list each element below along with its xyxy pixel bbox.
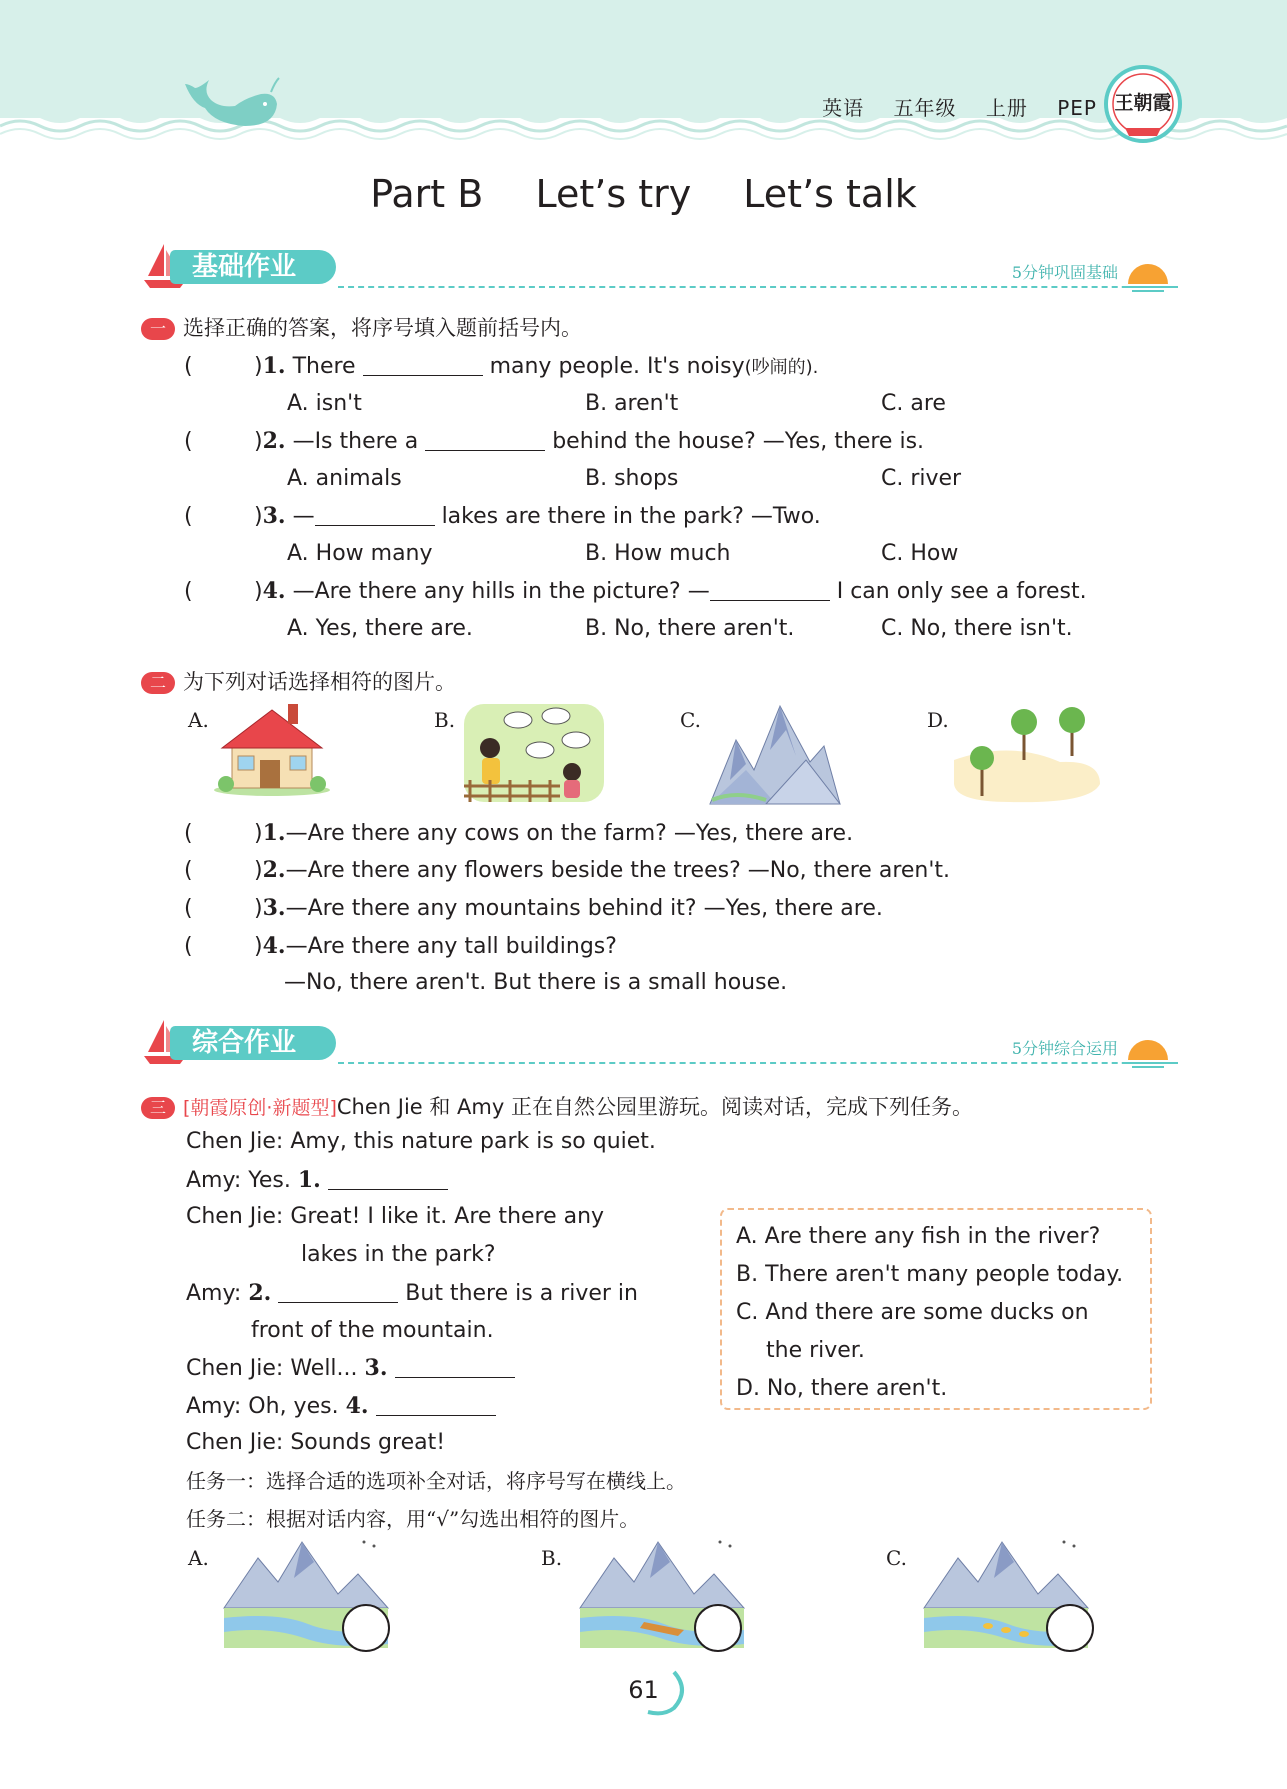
q2-item-4: ( )4.—Are there any tall buildings? bbox=[184, 933, 617, 959]
title-talk: Let’s talk bbox=[743, 172, 917, 216]
trees-picture bbox=[950, 700, 1102, 806]
option-a: A. Are there any fish in the river? bbox=[736, 1224, 1101, 1249]
grade: 五年级 bbox=[893, 96, 957, 120]
dialogue-line-2: Amy: Yes. 1. bbox=[186, 1165, 448, 1196]
dialogue-line-7: Chen Jie: Well... 3. bbox=[186, 1353, 515, 1384]
volume: 上册 bbox=[985, 96, 1028, 120]
farm-cows-picture bbox=[460, 700, 608, 806]
title-part: Part B bbox=[370, 172, 484, 216]
q1-item-4: ( )4. —Are there any hills in the picture? — I can only see a forest. bbox=[184, 578, 1087, 604]
q1-item-1-option-c: C. are bbox=[881, 391, 946, 416]
brand-name: 王朝霞 bbox=[1114, 92, 1172, 114]
question-badge: 二 bbox=[141, 672, 175, 694]
picture-label: A. bbox=[188, 1546, 209, 1570]
option-c-cont: the river. bbox=[766, 1338, 865, 1363]
answer-blank[interactable] bbox=[315, 503, 435, 526]
dialogue-line-3: Chen Jie: Great! I like it. Are there any bbox=[186, 1204, 605, 1229]
sunrise-icon bbox=[1122, 260, 1176, 292]
q1-item-1-option-a: A. isn't bbox=[287, 391, 362, 416]
q2-item-3: ( )3.—Are there any mountains behind it? —Yes, there are. bbox=[184, 895, 883, 921]
answer-blank[interactable] bbox=[710, 578, 830, 601]
question-badge: 一 bbox=[141, 318, 175, 340]
q1-item-3: ( )3. — lakes are there in the park? —Two. bbox=[184, 503, 821, 529]
picture-label: B. bbox=[434, 708, 456, 732]
section-basic-header bbox=[138, 246, 1178, 290]
q1-item-3-option-c: C. How bbox=[881, 541, 959, 566]
section-basic-note: 5分钟巩固基础 bbox=[1011, 263, 1118, 282]
answer-blank[interactable] bbox=[278, 1280, 398, 1303]
answer-blank[interactable] bbox=[328, 1167, 448, 1190]
option-b: B. There aren't many people today. bbox=[736, 1262, 1124, 1287]
sunrise-icon bbox=[1122, 1036, 1176, 1068]
answer-blank[interactable] bbox=[425, 428, 545, 451]
option-d: D. No, there aren't. bbox=[736, 1376, 948, 1401]
picture-label: B. bbox=[541, 1546, 563, 1570]
dialogue-line-6: front of the mountain. bbox=[251, 1318, 494, 1343]
q2-item-1: ( )1.—Are there any cows on the farm? —Yes, there are. bbox=[184, 820, 854, 846]
page-title bbox=[0, 172, 1287, 216]
question-1-instruction: 一 选择正确的答案，将序号填入题前括号内。 bbox=[141, 312, 582, 342]
picture-label: A. bbox=[188, 708, 209, 732]
checkbox-circle[interactable] bbox=[342, 1604, 390, 1652]
q2-item-4-answer: —No, there aren't. But there is a small house. bbox=[284, 970, 788, 995]
q2-item-2: ( )2.—Are there any flowers beside the trees? —No, there aren't. bbox=[184, 857, 951, 883]
answer-blank[interactable] bbox=[395, 1355, 515, 1378]
options-box bbox=[720, 1208, 1152, 1410]
section-comprehensive-title: 综合作业 bbox=[170, 1026, 336, 1060]
picture-label: C. bbox=[886, 1546, 907, 1570]
q1-item-3-option-b: B. How much bbox=[585, 541, 731, 566]
section-divider bbox=[338, 1062, 1178, 1064]
brand-logo bbox=[1103, 64, 1183, 144]
original-tag: [朝霞原创·新题型] bbox=[183, 1097, 337, 1119]
dialogue-line-8: Amy: Oh, yes. 4. bbox=[186, 1391, 496, 1422]
title-try: Let’s try bbox=[535, 172, 692, 216]
q1-item-2: ( )2. —Is there a behind the house? —Yes, there is. bbox=[184, 428, 925, 454]
mountains-picture bbox=[706, 700, 842, 806]
option-c: C. And there are some ducks on bbox=[736, 1300, 1089, 1325]
section-comprehensive-note: 5分钟综合运用 bbox=[1011, 1039, 1118, 1058]
q1-item-1: ( )1. There many people. It's noisy(吵闹的). bbox=[184, 353, 819, 379]
task-1: 任务一：选择合适的选项补全对话，将序号写在横线上。 bbox=[186, 1469, 686, 1493]
section-divider bbox=[338, 286, 1178, 288]
answer-blank[interactable] bbox=[376, 1393, 496, 1416]
q1-item-4-option-b: B. No, there aren't. bbox=[585, 616, 795, 641]
edition: PEP bbox=[1057, 96, 1097, 120]
q1-item-4-option-a: A. Yes, there are. bbox=[287, 616, 473, 641]
section-basic-title: 基础作业 bbox=[170, 250, 336, 284]
section-comprehensive-header bbox=[138, 1022, 1178, 1066]
q1-item-1-option-b: B. aren't bbox=[585, 391, 679, 416]
q1-item-2-option-a: A. animals bbox=[287, 466, 402, 491]
dialogue-line-4: lakes in the park? bbox=[301, 1242, 496, 1267]
dialogue-line-5: Amy: 2. But there is a river in bbox=[186, 1280, 638, 1306]
whale-icon bbox=[175, 74, 285, 134]
dialogue-line-9: Chen Jie: Sounds great! bbox=[186, 1430, 446, 1455]
page-number: 61 bbox=[628, 1676, 659, 1704]
picture-label: D. bbox=[927, 708, 949, 732]
q1-item-2-option-c: C. river bbox=[881, 466, 962, 491]
q1-item-2-option-b: B. shops bbox=[585, 466, 679, 491]
book-info bbox=[800, 92, 1097, 121]
subject: 英语 bbox=[822, 96, 865, 120]
question-badge: 三 bbox=[141, 1097, 175, 1119]
dialogue-line-1: Chen Jie: Amy, this nature park is so quiet. bbox=[186, 1129, 656, 1154]
question-3-instruction: 三 [朝霞原创·新题型]Chen Jie 和 Amy 正在自然公园里游玩。阅读对话，完成下列任务。 bbox=[141, 1091, 973, 1121]
answer-blank[interactable] bbox=[363, 353, 483, 376]
question-2-instruction: 二 为下列对话选择相符的图片。 bbox=[141, 666, 456, 696]
checkbox-circle[interactable] bbox=[694, 1604, 742, 1652]
picture-label: C. bbox=[680, 708, 701, 732]
task-2: 任务二：根据对话内容，用“√”勾选出相符的图片。 bbox=[186, 1507, 640, 1531]
q1-item-4-option-c: C. No, there isn't. bbox=[881, 616, 1073, 641]
checkbox-circle[interactable] bbox=[1046, 1604, 1094, 1652]
q1-item-3-option-a: A. How many bbox=[287, 541, 433, 566]
house-picture bbox=[210, 700, 334, 798]
